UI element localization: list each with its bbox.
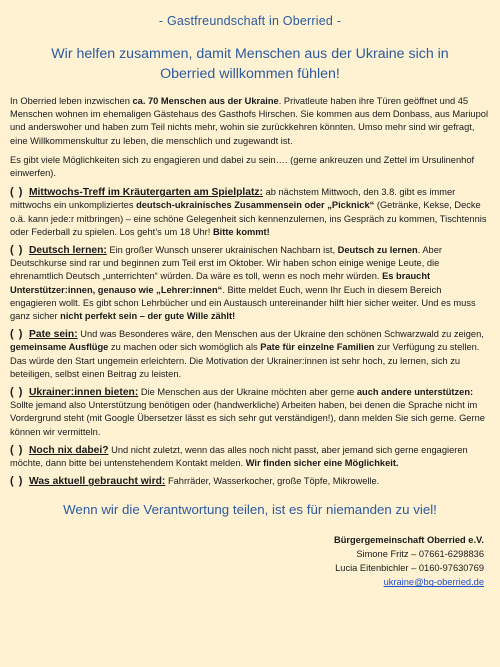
checkbox-blank[interactable]: ( ) bbox=[10, 328, 24, 341]
checkbox-blank[interactable]: ( ) bbox=[10, 475, 24, 488]
email-link[interactable]: ukraine@bg-oberried.de bbox=[383, 577, 484, 588]
item-noch-nix-dabei: ( ) Noch nix dabei? Und nicht zuletzt, wenn das alles noch nicht passt, aber jemand sich gerne engagieren möchte, dann bitte bei untenstehendem Kontakt melden. Wir finden sicher eine Möglichkeit. bbox=[10, 443, 468, 469]
organization-name: Bürgergemeinschaft Oberried e.V. bbox=[333, 535, 484, 546]
checkbox-blank[interactable]: ( ) bbox=[10, 244, 24, 257]
item-title: Pate sein: bbox=[28, 329, 78, 341]
offer-list bbox=[10, 186, 490, 488]
contact-person-2: Lucia Eitenbichler – 0160-97630769 bbox=[335, 563, 484, 574]
checkbox-blank[interactable]: ( ) bbox=[10, 443, 24, 456]
flyer-title: - Gastfreundschaft in Oberried - bbox=[158, 14, 342, 28]
item-title: Deutsch lernen: bbox=[28, 245, 107, 257]
checkbox-blank[interactable]: ( ) bbox=[10, 386, 24, 399]
headline: Wir helfen zusammen, damit Menschen aus der Ukraine sich in Oberried willkommen fühlen! bbox=[51, 46, 449, 82]
contact-person-1: Simone Fritz – 07661-6298836 bbox=[356, 549, 484, 560]
checkbox-blank[interactable]: ( ) bbox=[10, 186, 24, 199]
item-gebraucht: ( ) Was aktuell gebraucht wird: Fahrräder, Wasserkocher, große Töpfe, Mikrowelle. bbox=[10, 475, 380, 488]
invite-paragraph: Es gibt viele Möglichkeiten sich zu engagieren und dabei zu sein…. (gerne ankreuzen und Zettel im Ursulinenhof einwerfen). bbox=[10, 154, 475, 179]
contact-block bbox=[10, 533, 490, 589]
item-title: Ukrainer:innen bieten: bbox=[28, 387, 139, 399]
item-title: Was aktuell gebraucht wird: bbox=[28, 476, 166, 488]
intro-paragraph: In Oberried leben inzwischen ca. 70 Menschen aus der Ukraine. Privatleute haben ihre Türen geöffnet und 45 Menschen wohnen im ehemaligen Gästehaus des Gasthofs Hirschen. Sie kommen aus dem Donbass, aus Mariupol und anderswoher und haben zum Teil nichts mehr, wohin sie zurückkehren könnten. Umso mehr sind wir gefragt, eine Willkommenskultur zu leben, die menschlich und zugewandt ist. bbox=[10, 96, 489, 146]
item-ukrainer-bieten: ( ) Ukrainer:innen bieten: Die Menschen aus der Ukraine möchten aber gerne auch andere unterstützen: Sollte jemand also Unterstützung benötigen oder (handwerkliche) Arbeiten haben, bei denen die Sprache nicht im Vordergrund steht (mit Google Übersetzer lässt es sich sehr gut verständigen!), dann melden Sie sich gerne. Gerne können wir vermitteln. bbox=[10, 386, 485, 437]
item-title: Mittwochs-Treff im Kräutergarten am Spielplatz: bbox=[28, 187, 263, 199]
slogan: Wenn wir die Verantwortung teilen, ist es für niemanden zu viel! bbox=[63, 502, 437, 518]
item-mittwochs-treff: ( ) Mittwochs-Treff im Kräutergarten am Spielplatz: ab nächstem Mittwoch, den 3.8. gibt es immer mittwochs ein unkompliziertes deutsch-ukrainisches Zusammensein oder „Picknick“ (Getränke, Kekse, Decke o.ä. kann jede:r mitbringen) – eine schöne Gelegenheit sich kennenzulernen, ins Gespräch zu kommen, Tischtennis oder Federball zu spielen. Los geht’s um 18 Uhr! Bitte kommt! bbox=[10, 186, 487, 237]
item-pate-sein: ( ) Pate sein: Und was Besonderes wäre, den Menschen aus der Ukraine den schönen Schwarzwald zu zeigen, gemeinsame Ausflüge zu machen oder sich womöglich als Pate für einzelne Familien zur Verfügung zu stellen. Das würde den Start ungemein erleichtern. Die Motivation der Ukrainer:innen ist sehr hoch, zu lernen, sich zu beteiligen, selbst einen Beitrag zu leisten. bbox=[10, 328, 484, 379]
item-deutsch-lernen: ( ) Deutsch lernen: Ein großer Wunsch unserer ukrainischen Nachbarn ist, Deutsch zu lernen. Aber Deutschkurse sind rar und beginnen zum Teil erst im Oktober. Wir haben schon einige wenige Leute, die ehrenamtlich Deutsch „unterrichten“ würden. Da wäre es toll, wenn es noch mehr würden. Es braucht Unterstützer:innen, genauso wie „Lehrer:innen“. Bitte meldet Euch, wenn Ihr Euch in diesem Bereich engagieren wollt. Es gibt schon Lehrbücher und ein Austausch untereinander hilft hier sicher weiter. Und es muss ganz sicher nicht perfekt sein – der gute Wille zählt! bbox=[10, 244, 476, 322]
item-title: Noch nix dabei? bbox=[28, 444, 109, 456]
